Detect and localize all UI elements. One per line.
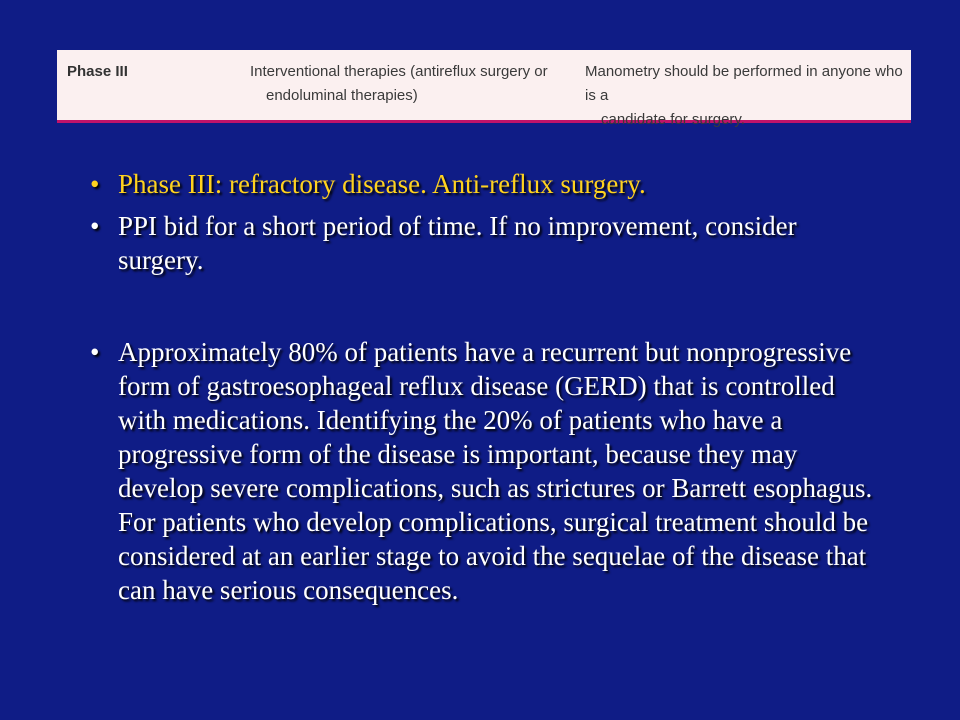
bullet-text: PPI bid for a short period of time. If no improvement, consider surgery.	[118, 211, 797, 275]
therapy-line-1: Interventional therapies (antireflux surgery or	[250, 63, 548, 80]
note-line-1: Manometry should be performed in anyone who is a	[585, 63, 903, 104]
bullet-text: Approximately 80% of patients have a recurrent but nonprogressive form of gastroesophageal reflux disease (GERD) that is controlled with medications. Identifying the 20% of patients who have a progressive form of the disease is important, because they may develop severe complications, such as strictures or Barrett esophagus. For patients who develop complications, surgical treatment should be considered at an earlier stage to avoid the sequelae of the disease that can have serious consequences.	[118, 337, 873, 605]
bullet-item-phase	[88, 167, 888, 201]
note-line-2: candidate for surgery.	[601, 111, 745, 128]
phase-label: Phase III	[67, 63, 128, 80]
spacer	[88, 285, 888, 327]
bullet-icon: •	[90, 337, 100, 367]
bullet-icon: •	[90, 169, 100, 199]
phase-table-excerpt	[57, 50, 911, 128]
bullet-item-ppi	[88, 209, 888, 277]
therapy-line-2: endoluminal therapies)	[266, 87, 418, 104]
therapy-cell	[250, 60, 550, 108]
note-cell	[585, 60, 905, 132]
bullet-icon: •	[90, 211, 100, 241]
bullet-item-gerd	[88, 335, 888, 607]
bullet-list	[88, 167, 888, 615]
bullet-text: Phase III: refractory disease. Anti-reflux surgery.	[118, 169, 646, 199]
